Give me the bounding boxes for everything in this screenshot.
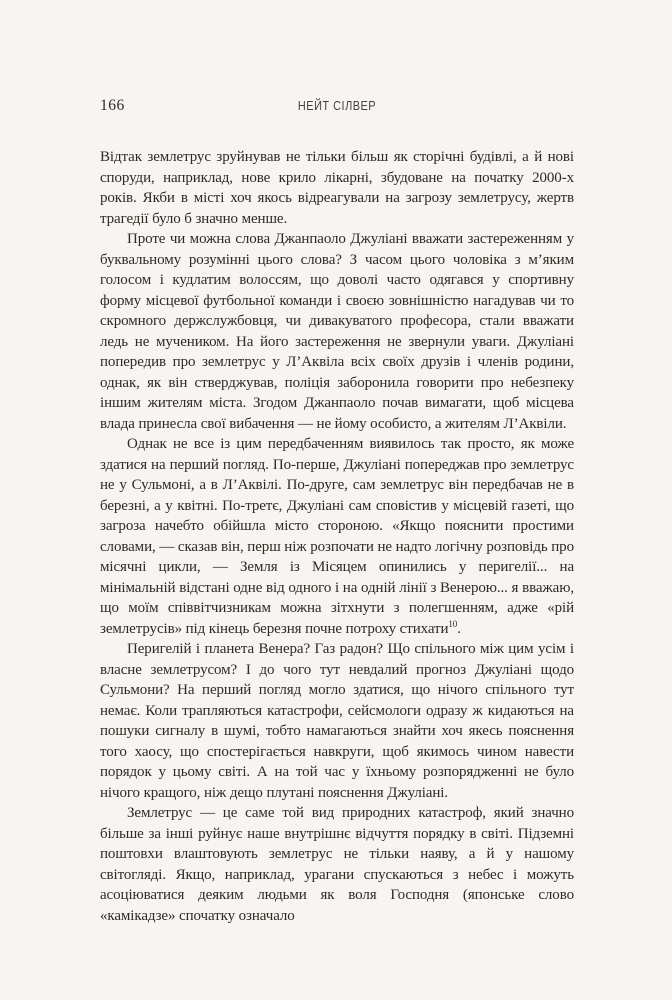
paragraph: Проте чи можна слова Джанпаоло Джуліані вважати застереженням у буквальному розумінні цього слова? З часом цього чоловіка з м’яким голосом і кудлатим волоссям, що доволі часто одягався у спортивну форму місцевої футбольної команди і своєю зовнішністю нагадував чи то скромного держслужбовця, чи дивакуватого професора, стали вважати ледь не мучеником. На його застереження не звернули уваги. Джуліані попередив про землетрус у Л’Аквіла всіх своїх друзів і членів родини, однак, як він стверджував, поліція заборонила говорити про небезпеку іншим жителям міста. Згодом Джанпаоло почав вимагати, щоб місцева влада принесла свої вибачення — не йому особисто, а жителям Л’Аквіли. <box>100 231 574 432</box>
running-head: НЕЙТ СІЛВЕР <box>297 98 377 113</box>
page-body <box>100 147 574 926</box>
footnote-marker: 10 <box>448 618 458 629</box>
paragraph: Перигелій і планета Венера? Газ радон? Що спільного між цим усім і власне землетрусом? І до чого тут невдалий прогноз Джуліані щодо Сульмони? На перший погляд могло здатися, що нічого спільного тут немає. Коли трапляються катастрофи, сейсмологи одразу ж кидаються на пошуки сигналу в шумі, тобто намагаються знайти хоч якесь пояснення того хаосу, що спостерігається навкруги, щоб якимось чином навести порядок у цьому світі. А на той час у їхньому розпорядженні не було нічого кращого, ніж дещо плутані пояснення Джуліані. <box>100 641 574 801</box>
paragraph <box>100 434 574 639</box>
paragraph-text: . <box>457 620 461 637</box>
page-header <box>100 97 574 114</box>
paragraph: Відтак землетрус зруйнував не тільки більш як сторічні будівлі, а й нові споруди, наприклад, нове крило лікарні, збудоване на початку 2000-х років. Якби в місті хоч якось відреагували на загрозу землетрусу, жертв трагедії було б значно менше. <box>100 149 574 227</box>
page-number: 166 <box>100 97 125 114</box>
paragraph-text: Однак не все із цим передбаченням виявилось так просто, як може здатися на перший погляд. По-перше, Джуліані попереджав про землетрус не у Сульмоні, а в Л’Аквілі. По-друге, сам землетрус він передбачав не в березні, а у квітні. По-третє, Джуліані сам сповістив у місцевій газеті, що загроза начебто обійшла місто стороною. «Якщо пояснити простими словами, — сказав він, перш ніж розпочати не надто логічну розповідь про місячні цикли, — Земля із Місяцем опинились у перигелії... на мінімальній відстані одне від одного і на одній лінії з Венерою... я вважаю, що моїм співвітчизникам можна зітхнути з полегшенням, адже «рій землетрусів» під кінець березня почне потроху стихати <box>100 436 574 637</box>
paragraph: Землетрус — це саме той вид природних катастроф, який значно більше за інші руйнує наше внутрішнє відчуття порядку в світі. Підземні поштовхи влаштовують землетрус не тільки наяву, а й у нашому світогляді. Якщо, наприклад, урагани спускаються з небес і можуть асоціюватися деяким людьми як воля Господня (японське слово «камікадзе» спочатку означало <box>100 805 574 924</box>
